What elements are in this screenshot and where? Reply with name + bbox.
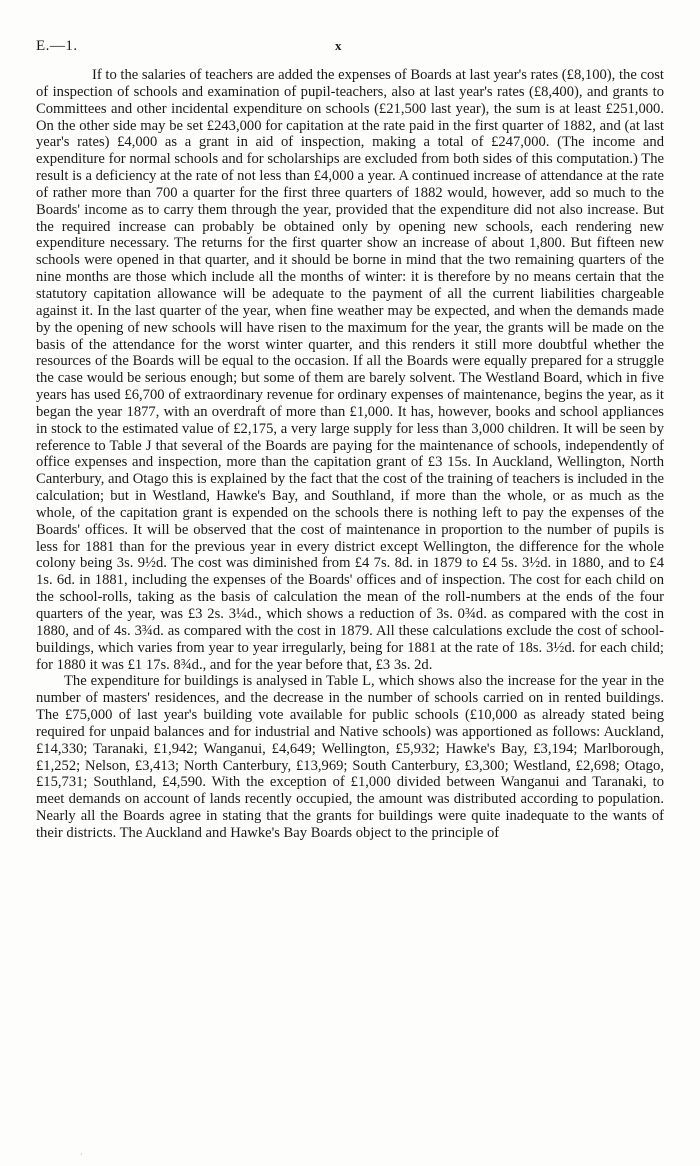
scan-speck: · [80, 1150, 83, 1159]
body-text [36, 67, 664, 842]
page-number: x [335, 38, 342, 53]
paragraph-building-expenditure: The expenditure for buildings is analysed in Table L, which shows also the increase for the year in the number of masters' residences, and the decrease in the number of schools carried on in rented buildings. The £75,000 of last year's building vote available for public schools (£10,000 as already stated being required for unpaid balances and for industrial and Native schools) was apportioned as follows: Auckland, £14,330; Taranaki, £1,942; Wanganui, £4,649; Wellington, £5,932; Hawke's Bay, £3,194; Marlborough, £1,252; Nelson, £3,413; North Canterbury, £13,969; South Canterbury, £3,300; Westland, £2,698; Otago, £15,731; Southland, £4,590. With the exception of £1,000 divided between Wanganui and Taranaki, to meet demands on account of lands recently occupied, the amount was distributed according to population. Nearly all the Boards agree in stating that the grants for buildings were quite inadequate to the wants of their districts. The Auckland and Hawke's Bay Boards object to the principle of [36, 673, 664, 841]
paragraph-capitation-deficiency: If to the salaries of teachers are added the expenses of Boards at last year's rates (£8,100), the cost of inspection of schools and examination of pupil-teachers, also at last year's rates (£8,400), and grants to Committees and other incidental expenditure on schools (£21,500 last year), the sum is at least £251,000. On the other side may be set £243,000 for capitation at the rate paid in the first quarter of 1882, and (at last year's rates) £4,000 as a grant in aid of inspection, making a total of £247,000. (The income and expenditure for normal schools and for scholarships are excluded from both sides of this computation.) The result is a deficiency at the rate of not less than £4,000 a year. A continued increase of attendance at the rate of rather more than 700 a quarter for the first three quarters of 1882 would, however, add so much to the Boards' income as to carry them through the year, provided that the expenditure did not also increase. But the required increase can probably be obtained only by opening new schools, each rendering new expenditure necessary. The returns for the first quarter show an increase of about 1,800. But fifteen new schools were opened in that quarter, and it should be borne in mind that the two remaining quarters of the nine months are those which include all the months of winter: it is therefore by no means certain that the statutory capitation allowance will be adequate to the payment of all the current liabilities chargeable against it. In the last quarter of the year, when fine weather may be expected, and when the demands made by the opening of new schools will have risen to the maximum for the year, the grants will be made on the basis of the attendance for the worst winter quarter, and this renders it still more doubtful whether the resources of the Boards will be equal to the occasion. If all the Boards were equally prepared for a struggle the case would be serious enough; but some of them are barely solvent. The Westland Board, which in five years has used £6,700 of extraordinary revenue for ordinary expenses of maintenance, begins the year, as it began the year 1877, with an overdraft of more than £1,000. It has, however, books and school appliances in stock to the estimated value of £2,175, a very large supply for less than 3,000 children. It will be seen by reference to Table J that several of the Boards are paying for the maintenance of schools, independently of office expenses and inspection, more than the capitation grant of £3 15s. In Auckland, Wellington, North Canterbury, and Otago this is explained by the fact that the cost of the training of teachers is included in the calculation; but in Westland, Hawke's Bay, and Southland, if more than the whole, or as much as the whole, of the capitation grant is expended on the schools there is nothing left to pay the expenses of the Boards' offices. It will be observed that the cost of maintenance in proportion to the number of pupils is less for 1881 than for the previous year in every district except Wellington, the difference for the whole colony being 3s. 9½d. The cost was diminished from £4 7s. 8d. in 1879 to £4 5s. 3½d. in 1880, and to £4 1s. 6d. in 1881, including the expenses of the Boards' offices and of inspection. The cost for each child on the school-rolls, taking as the basis of calculation the mean of the roll-numbers at the ends of the four quarters of the year, was £3 2s. 3¼d., which shows a reduction of 3s. 0¾d. as compared with the cost in 1880, and of 4s. 3¾d. as compared with the cost in 1879. All these calculations exclude the cost of school-buildings, which varies from year to year irregularly, being for 1881 at the rate of 18s. 3½d. for each child; for 1880 it was £1 17s. 8¾d., and for the year before that, £3 3s. 2d. [36, 67, 664, 673]
page-header-section: E.—1. [36, 38, 78, 54]
